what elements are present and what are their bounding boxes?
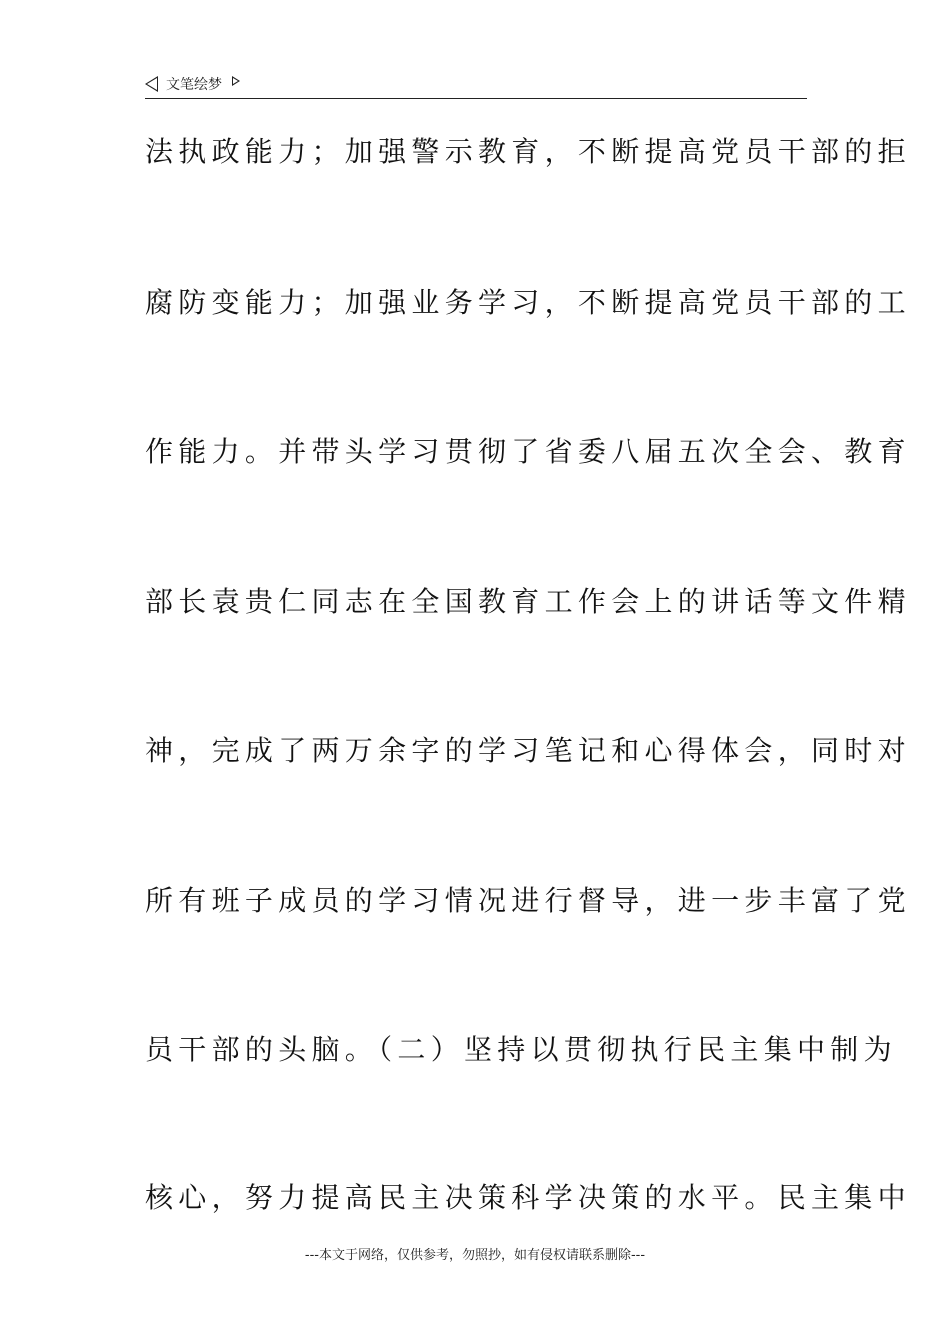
footer-disclaimer: ---本文于网络，仅供参考，勿照抄，如有侵权请联系删除--- xyxy=(304,1248,646,1263)
body-line: 法执政能力；加强警示教育，不断提高党员干部的拒 xyxy=(145,135,911,168)
body-line: 部长袁贵仁同志在全国教育工作会上的讲话等文件精 xyxy=(145,585,911,618)
body-line: 所有班子成员的学习情况进行督导，进一步丰富了党 xyxy=(145,884,911,917)
body-line: 核心，努力提高民主决策科学决策的水平。民主集中 xyxy=(145,1181,911,1214)
body-line: 员干部的头脑。（二）坚持以贯彻执行民主集中制为 xyxy=(145,1033,897,1066)
body-line: 神，完成了两万余字的学习笔记和心得体会，同时对 xyxy=(145,734,911,767)
triangle-right-icon xyxy=(232,76,240,86)
triangle-left-icon xyxy=(145,76,158,92)
body-line: 作能力。并带头学习贯彻了省委八届五次全会、教育 xyxy=(145,435,911,468)
header-title: 文笔绘梦 xyxy=(166,77,222,93)
header-bar xyxy=(145,74,240,94)
body-line: 腐防变能力；加强业务学习，不断提高党员干部的工 xyxy=(145,286,911,319)
page-header xyxy=(145,72,807,99)
